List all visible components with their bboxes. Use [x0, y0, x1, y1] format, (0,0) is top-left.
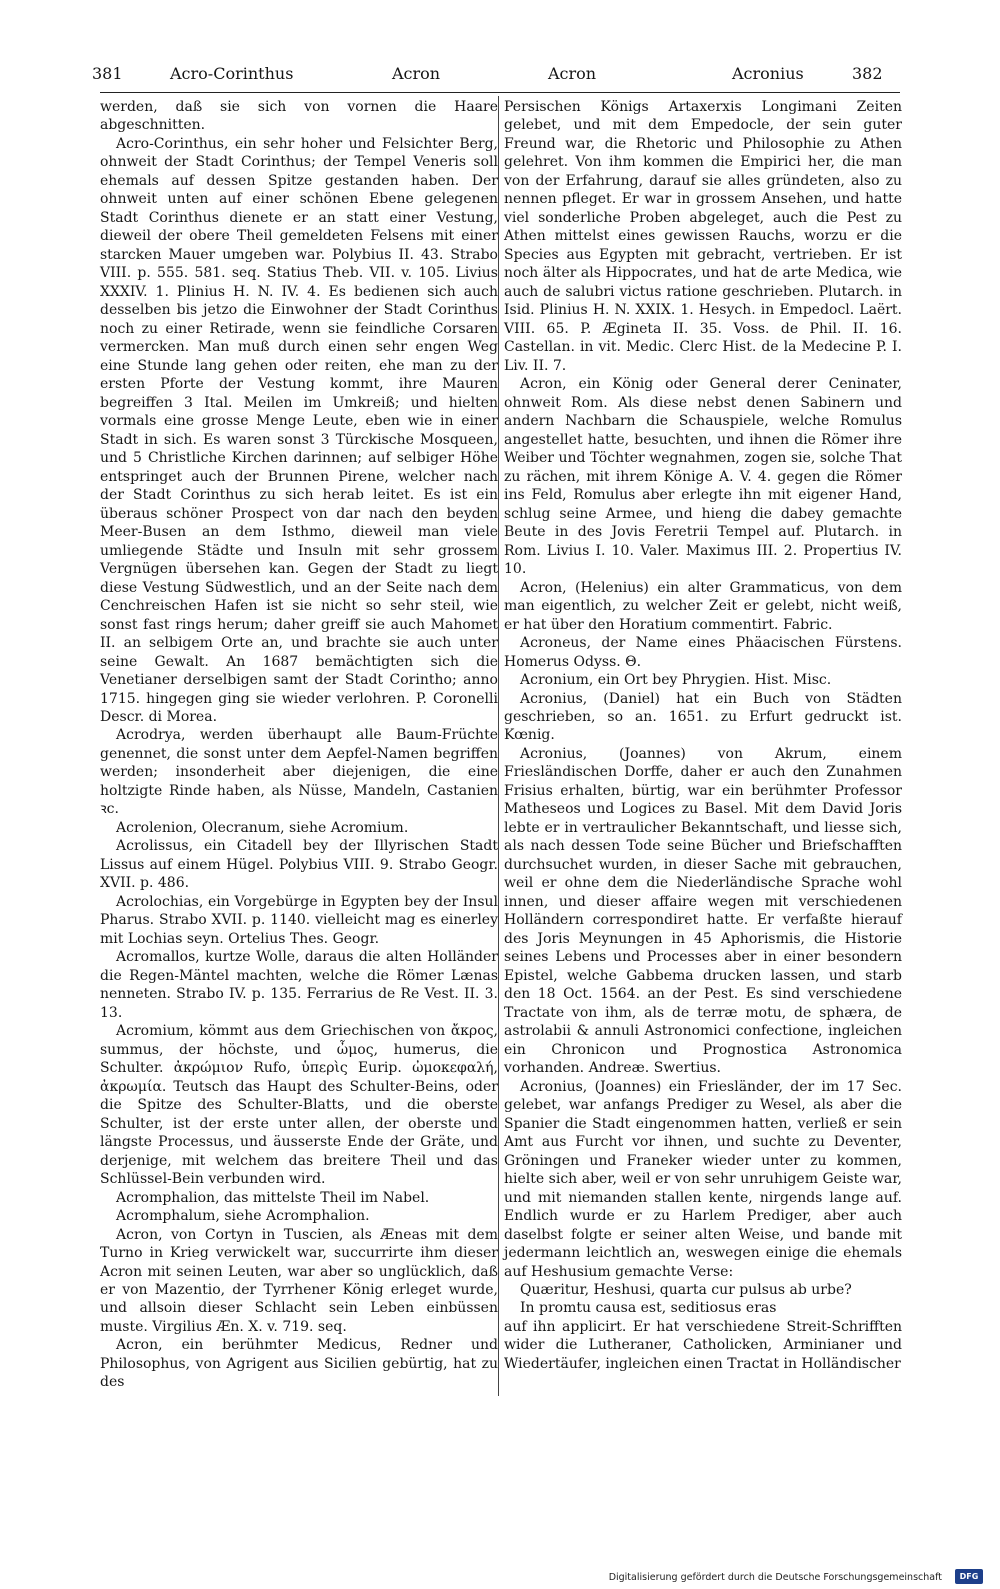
- dictionary-entry: Acron, ein König oder General derer Ceninater, ohnweit Rom. Als diese nebst denen Sabinern und andern Nachbarn die Schauspiele, welche Romulus angestellet hatte, besuchten, und ihnen die Römer ihre Weiber und Töchter wegnahmen, zogen sie, solche That zu rächen, mit ihrem Könige A. V. 4. gegen die Römer ins Feld, Romulus aber erlegte ihn mit eigener Hand, schlug seine Armee, und hieng die dabey gemachte Beute in des Jovis Feretrii Tempel auf. Plutarch. in Rom. Livius I. 10. Valer. Maximus III. 2. Propertius IV. 10.: [504, 376, 902, 578]
- dictionary-entry: Persischen Königs Artaxerxis Longimani Zeiten gelebet, und mit dem Empedocle, der sein guter Freund war, die Rhetoric und Philosophie zu Athen gelehret. Von ihm kommen die Empirici her, die man von der Erfahrung, darauf sie alles gründeten, also zu nennen pfleget. Er war in grossem Ansehen, und hatte viel sonderliche Proben abgeleget, auch die Pest zu Athen mittelst eines gewissen Rauchs, worzu er die Species aus Egypten mit gebracht, vertrieben. Er ist noch älter als Hippocrates, und hat de arte Medica, wie auch de salubri victus ratione geschrieben. Plutarch. in Isid. Plinius H. N. XXIX. 1. Hesych. in Empedocl. Laërt. VIII. 65. P. Ægineta II. 35. Voss. de Phil. II. 16. Castellan. in vit. Medic. Clerc Hist. de la Medecine P. I. Liv. II. 7.: [504, 99, 902, 374]
- left-running-title-end: Acron: [392, 64, 441, 83]
- dictionary-entry: Acromphalum, siehe Acromphalion.: [116, 1208, 370, 1225]
- running-header: [92, 64, 900, 92]
- dictionary-entry: Acron, ein berühmter Medicus, Redner und Philosophus, von Agrigent aus Sicilien gebürtig, hat zu des: [100, 1337, 498, 1391]
- dictionary-entry: Acromallos, kurtze Wolle, daraus die alten Holländer die Regen-Mäntel machten, welche die Römer Lænas nenneten. Strabo IV. p. 135. Ferrarius de Re Vest. II. 3. 13.: [100, 949, 498, 1021]
- dictionary-entry: auf ihn applicirt. Er hat verschiedene Streit-Schrifften wider die Lutheraner, Catholicken, Arminianer und Wiedertäufer, ingleichen einen Tractat in Holländischer: [504, 1318, 902, 1372]
- funding-notice: Digitalisierung gefördert durch die Deutsche Forschungsgemeinschaft: [608, 1572, 942, 1583]
- right-page-number: 382: [852, 64, 883, 83]
- dictionary-entry: Acronius, (Joannes) ein Friesländer, der im 17 Sec. gelebet, war anfangs Prediger zu Wesel, als aber die Spanier die Stadt eingenommen hatten, verließ er sein Amt aus Furcht vor ihnen, und suchte zu Deventer, Gröningen und Franeker wieder unter zu kommen, hielte sich aber, weil er von sehr unruhigem Geiste war, und mit niemanden stallen kente, nirgends lange auf. Endlich wurde er zu Harlem Prediger, aber auch daselbst folgte er seiner alten Weise, und bande mit jedermann leichtlich an, weswegen einige die ehemals auf Heshusium gemachte Verse:: [504, 1078, 902, 1280]
- dfg-logo: DFG: [955, 1569, 983, 1584]
- header-rule: [100, 92, 900, 93]
- dictionary-entry: Acromium, kömmt aus dem Griechischen von ἄκρος, summus, der höchste, und ὦμος, humerus, die Schulter. ἀκρώμιον Rufo, ὑπερὶς Eurip. ὠμοκεφαλή, ἀκρωμία. Teutsch das Haupt des Schulter-Beins, oder die Spitze des Schulter-Blatts, und die oberste Schulter, ist der erste unter allen, der oberste und längste Processus, und äusserste Ende der Gräte, und derjenige, mit welchem das breitere Theil und das Schlüssel-Bein verbunden wird.: [100, 1023, 498, 1188]
- right-running-title-start: Acron: [548, 64, 597, 83]
- dictionary-entry: Acromphalion, das mittelste Theil im Nabel.: [116, 1189, 430, 1206]
- dictionary-entry: Acronium, ein Ort bey Phrygien. Hist. Misc.: [520, 672, 832, 689]
- verse-line: Quæritur, Heshusi, quarta cur pulsus ab urbe?: [520, 1282, 852, 1298]
- dictionary-entry: Acrolissus, ein Citadell bey der Illyrischen Stadt Lissus auf einem Hügel. Polybius VIII. 9. Strabo Geogr. XVII. p. 486.: [100, 838, 498, 892]
- dictionary-entry: Acro-Corinthus, ein sehr hoher und Felsichter Berg, ohnweit der Stadt Corinthus; der Tempel Veneris soll ehemals auf dessen Spitze gestanden haben. Der ohnweit unten auf einer schönen Ebene gelegenen Stadt Corinthus dienete er an statt einer Vestung, dieweil der obere Theil gemeldeten Felsens mit einer starcken Mauer umgeben war. Polybius II. 43. Strabo VIII. p. 555. 581. seq. Statius Theb. VII. v. 105. Livius XXXIV. 1. Plinius H. N. IV. 4. Es bedienen sich auch desselben bis jetzo die Einwohner der Stadt Corinthus noch zu einer Retirade, wenn sie feindliche Corsaren vermercken. Man muß durch einen sehr engen Weg eine Stunde lang gehen oder reiten, ehe man zu der ersten Pforte der Vestung kommt, ihre Mauren begreiffen 3 Ital. Meilen im Umkreiß; und hielten vormals eine grosse Menge Leute, eben wie in einer Stadt in sich. Es waren sonst 3 Türckische Mosqueen, und 5 Christliche Kirchen darinnen; auf selbiger Höhe entspringet auch der Brunnen Pirene, welcher nach der Stadt Corinthus zu sich herab leitet. Es ist ein überaus schöner Prospect von dar nach den beyden Meer-Busen an dem Isthmo, dieweil man viele umliegende Städte und Insuln mit sehr grossem Vergnügen übersehen kan. Gegen der Stadt zu liegt diese Vestung Südwestlich, und an der Seite nach dem Cenchreischen Hafen ist sie nicht so sehr steil, wie sonst fast rings herum; daher greiff sie auch Mahomet II. an selbigem Orte an, und brachte sie auch unter seine Gewalt. An 1687 bemächtigten sich die Venetianer derselbigen samt der Stadt Corintho; anno 1715. hingegen ging sie wieder verlohren. P. Coronelli Descr. di Morea.: [100, 135, 498, 725]
- dictionary-entry: Acroneus, der Name eines Phäacischen Fürstens. Homerus Odyss. Θ.: [504, 635, 902, 670]
- dictionary-entry: Acrolochias, ein Vorgebürge in Egypten bey der Insul Pharus. Strabo XVII. p. 1140. vielleicht mag es einerley mit Lochias seyn. Ortelius Thes. Geogr.: [100, 893, 498, 947]
- dictionary-entry: Acrolenion, Olecranum, siehe Acromium.: [116, 819, 409, 836]
- dictionary-entry: Acronius, (Joannes) von Akrum, einem Friesländischen Dorffe, daher er auch den Zunahmen Frisius erhalten, bürtig, war ein berühmter Professor Matheseos und Logices zu Basel. Mit dem David Joris lebte er in vertraulicher Bekanntschaft, und liesse sich, als nach dessen Tode seine Bücher und Briefschafften durchsuchet wurden, in dieser Sache mit gebrauchen, weil er ohne dem die Niederländische Sprache wohl innen, und dieser affaire wegen mit verschiedenen Holländern correspondiret hatte. Er verfaßte hierauf des Joris Meynungen in 45 Aphorismis, die Historie seines Lebens und Processes aber in einer besondern Epistel, welche Gabbema drucken lassen, und starb den 18 Oct. 1564. an der Pest. Es sind verschiedene Tractate von ihm, als de terræ motu, de sphæra, de astrolabii & annuli Astronomici confectione, ingleichen ein Chronicon und Prognostica Astronomica vorhanden. Andreæ. Swertius.: [504, 745, 902, 1077]
- right-running-title: Acronius: [732, 64, 804, 83]
- left-text-column: [100, 98, 498, 1392]
- left-page-number: 381: [92, 64, 123, 83]
- dictionary-entry: Acronius, (Daniel) hat ein Buch von Städten geschrieben, so an. 1651. zu Erfurt gedruckt ist. Kœnig.: [504, 690, 902, 744]
- column-divider: [498, 96, 499, 1396]
- right-text-column: [504, 98, 902, 1373]
- dictionary-entry: werden, daß sie sich von vornen die Haare abgeschnitten.: [100, 99, 498, 134]
- dictionary-entry: Acron, von Cortyn in Tuscien, als Æneas mit dem Turno in Krieg verwickelt war, succurrirte ihm dieser Acron mit seinen Leuten, war aber so unglücklich, daß er von Mazentio, der Tyrrhener König erleget wurde, und allsoin dieser Schlacht sein Leben einbüssen muste. Virgilius Æn. X. v. 719. seq.: [100, 1226, 498, 1335]
- verse-line: In promtu causa est, seditiosus eras: [520, 1300, 777, 1317]
- left-running-title: Acro-Corinthus: [170, 64, 294, 83]
- dictionary-entry: Acrodrya, werden überhaupt alle Baum-Früchte genennet, die sonst unter dem Aepfel-Namen begriffen werden; insonderheit aber diejenigen, die eine holtzigte Rinde haben, als Nüsse, Mandeln, Castanien ꝛc.: [100, 727, 498, 818]
- dictionary-entry: Acron, (Helenius) ein alter Grammaticus, von dem man eigentlich, zu welcher Zeit er gelebt, nicht weiß, er hat über den Horatium commentirt. Fabric.: [504, 579, 902, 633]
